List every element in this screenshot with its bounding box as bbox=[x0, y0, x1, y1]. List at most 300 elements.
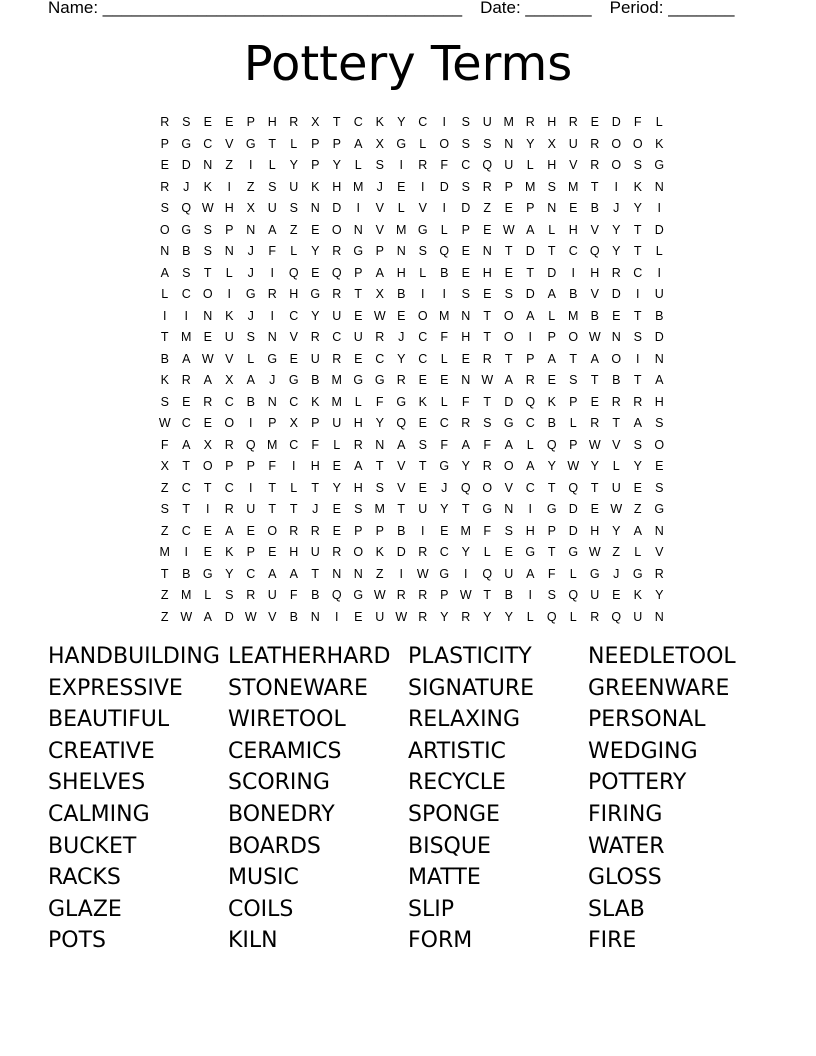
grid-letter[interactable]: L bbox=[354, 394, 362, 409]
grid-letter[interactable]: G bbox=[654, 158, 665, 172]
grid-letter[interactable]: V bbox=[569, 158, 578, 172]
grid-letter[interactable]: A bbox=[504, 373, 513, 387]
grid-letter[interactable]: A bbox=[268, 222, 277, 237]
grid-letter[interactable]: T bbox=[547, 545, 556, 559]
grid-letter[interactable]: D bbox=[504, 394, 514, 409]
grid-letter[interactable]: S bbox=[461, 136, 470, 151]
grid-letter[interactable]: D bbox=[547, 265, 557, 280]
grid-letter[interactable]: U bbox=[633, 609, 643, 624]
grid-letter[interactable]: E bbox=[440, 523, 449, 538]
grid-letter[interactable]: P bbox=[246, 545, 255, 559]
grid-letter[interactable]: L bbox=[268, 158, 276, 172]
grid-letter[interactable]: P bbox=[225, 222, 234, 237]
grid-letter[interactable]: V bbox=[375, 201, 384, 215]
grid-letter[interactable]: E bbox=[268, 545, 277, 559]
grid-letter[interactable]: A bbox=[590, 351, 599, 366]
grid-letter[interactable]: M bbox=[568, 308, 579, 323]
grid-letter[interactable]: S bbox=[203, 244, 212, 258]
grid-letter[interactable]: D bbox=[525, 287, 535, 301]
grid-letter[interactable]: X bbox=[203, 437, 212, 452]
grid-letter[interactable]: L bbox=[161, 287, 169, 301]
grid-letter[interactable]: I bbox=[249, 416, 253, 430]
grid-letter[interactable]: T bbox=[590, 179, 599, 194]
grid-letter[interactable]: S bbox=[461, 115, 470, 129]
grid-letter[interactable]: E bbox=[633, 480, 642, 495]
grid-letter[interactable]: X bbox=[225, 373, 234, 387]
grid-letter[interactable]: N bbox=[611, 330, 621, 344]
grid-letter[interactable]: E bbox=[461, 351, 470, 366]
grid-letter[interactable]: Y bbox=[590, 459, 599, 473]
grid-letter[interactable]: J bbox=[269, 373, 276, 387]
grid-letter[interactable]: I bbox=[399, 158, 403, 172]
grid-letter[interactable]: P bbox=[311, 416, 320, 430]
grid-letter[interactable]: F bbox=[289, 588, 298, 602]
grid-letter[interactable]: T bbox=[483, 330, 492, 344]
grid-letter[interactable]: M bbox=[331, 394, 342, 409]
grid-letter[interactable]: Q bbox=[396, 416, 407, 430]
grid-letter[interactable]: L bbox=[440, 394, 448, 409]
grid-letter[interactable]: K bbox=[418, 394, 427, 409]
grid-letter[interactable]: V bbox=[397, 480, 406, 495]
grid-letter[interactable]: S bbox=[354, 502, 363, 516]
grid-letter[interactable]: Z bbox=[633, 502, 642, 516]
grid-letter[interactable]: N bbox=[203, 308, 213, 323]
grid-letter[interactable]: M bbox=[396, 222, 407, 237]
grid-letter[interactable]: D bbox=[611, 287, 621, 301]
grid-letter[interactable]: B bbox=[182, 244, 191, 258]
grid-letter[interactable]: N bbox=[332, 566, 342, 581]
grid-letter[interactable]: P bbox=[354, 265, 363, 280]
grid-letter[interactable]: Q bbox=[439, 244, 450, 258]
grid-letter[interactable]: S bbox=[547, 588, 556, 602]
grid-letter[interactable]: F bbox=[483, 437, 492, 452]
grid-letter[interactable]: A bbox=[268, 566, 277, 581]
grid-letter[interactable]: C bbox=[289, 394, 299, 409]
grid-letter[interactable]: N bbox=[482, 244, 492, 258]
grid-letter[interactable]: S bbox=[418, 437, 427, 452]
grid-letter[interactable]: I bbox=[614, 179, 618, 194]
grid-letter[interactable]: I bbox=[270, 265, 274, 280]
grid-letter[interactable]: L bbox=[483, 545, 491, 559]
grid-letter[interactable]: P bbox=[569, 437, 578, 452]
grid-letter[interactable]: S bbox=[483, 136, 492, 151]
grid-letter[interactable]: S bbox=[569, 373, 578, 387]
grid-letter[interactable]: W bbox=[588, 330, 601, 344]
grid-letter[interactable]: S bbox=[375, 158, 384, 172]
grid-letter[interactable]: G bbox=[288, 373, 299, 387]
grid-letter[interactable]: A bbox=[526, 459, 535, 473]
grid-letter[interactable]: E bbox=[655, 459, 664, 473]
grid-letter[interactable]: L bbox=[612, 459, 620, 473]
grid-letter[interactable]: N bbox=[461, 308, 471, 323]
grid-letter[interactable]: Z bbox=[160, 523, 169, 538]
grid-letter[interactable]: A bbox=[397, 437, 406, 452]
grid-letter[interactable]: P bbox=[504, 179, 513, 194]
grid-letter[interactable]: F bbox=[160, 437, 169, 452]
grid-letter[interactable]: T bbox=[160, 330, 169, 344]
grid-letter[interactable]: S bbox=[160, 502, 169, 516]
grid-letter[interactable]: T bbox=[311, 480, 320, 495]
grid-letter[interactable]: S bbox=[160, 201, 169, 215]
grid-letter[interactable]: S bbox=[655, 416, 664, 430]
grid-letter[interactable]: R bbox=[332, 545, 342, 559]
grid-letter[interactable]: E bbox=[440, 373, 449, 387]
grid-letter[interactable]: C bbox=[375, 351, 385, 366]
grid-letter[interactable]: C bbox=[181, 523, 191, 538]
grid-letter[interactable]: T bbox=[633, 373, 642, 387]
grid-letter[interactable]: F bbox=[483, 523, 492, 538]
grid-letter[interactable]: N bbox=[547, 201, 557, 215]
grid-letter[interactable]: R bbox=[461, 609, 471, 624]
grid-letter[interactable]: Z bbox=[160, 588, 169, 602]
grid-letter[interactable]: A bbox=[354, 136, 363, 151]
grid-letter[interactable]: V bbox=[289, 330, 298, 344]
grid-letter[interactable]: C bbox=[332, 330, 342, 344]
grid-letter[interactable]: C bbox=[418, 351, 428, 366]
grid-letter[interactable]: T bbox=[612, 416, 621, 430]
grid-letter[interactable]: E bbox=[547, 373, 556, 387]
grid-letter[interactable]: C bbox=[181, 480, 191, 495]
grid-letter[interactable]: Y bbox=[375, 416, 384, 430]
grid-letter[interactable]: Q bbox=[546, 437, 557, 452]
grid-letter[interactable]: T bbox=[483, 588, 492, 602]
grid-letter[interactable]: H bbox=[289, 545, 299, 559]
grid-letter[interactable]: H bbox=[461, 330, 471, 344]
grid-letter[interactable]: U bbox=[246, 502, 256, 516]
grid-letter[interactable]: U bbox=[224, 330, 234, 344]
grid-letter[interactable]: Y bbox=[440, 609, 449, 624]
grid-letter[interactable]: B bbox=[440, 265, 449, 280]
grid-letter[interactable]: U bbox=[504, 158, 514, 172]
grid-letter[interactable]: D bbox=[181, 158, 191, 172]
grid-letter[interactable]: U bbox=[590, 588, 600, 602]
grid-letter[interactable]: R bbox=[611, 265, 621, 280]
grid-letter[interactable]: X bbox=[311, 115, 320, 129]
grid-letter[interactable]: S bbox=[461, 179, 470, 194]
grid-letter[interactable]: Z bbox=[225, 158, 234, 172]
grid-letter[interactable]: C bbox=[439, 416, 449, 430]
grid-letter[interactable]: D bbox=[461, 201, 471, 215]
date-field[interactable]: Date: _______ bbox=[480, 0, 592, 17]
grid-letter[interactable]: L bbox=[569, 566, 577, 581]
grid-letter[interactable]: R bbox=[332, 244, 342, 258]
grid-letter[interactable]: O bbox=[353, 545, 364, 559]
grid-letter[interactable]: E bbox=[483, 287, 492, 301]
grid-letter[interactable]: C bbox=[289, 437, 299, 452]
grid-letter[interactable]: R bbox=[654, 566, 664, 581]
grid-letter[interactable]: W bbox=[244, 609, 257, 624]
grid-letter[interactable]: P bbox=[246, 459, 255, 473]
grid-letter[interactable]: R bbox=[224, 437, 234, 452]
grid-letter[interactable]: H bbox=[396, 265, 406, 280]
grid-letter[interactable]: B bbox=[397, 287, 406, 301]
grid-letter[interactable]: J bbox=[376, 179, 383, 194]
grid-letter[interactable]: L bbox=[548, 308, 556, 323]
grid-letter[interactable]: T bbox=[633, 308, 642, 323]
grid-letter[interactable]: G bbox=[546, 502, 557, 516]
grid-letter[interactable]: B bbox=[590, 308, 599, 323]
grid-letter[interactable]: Q bbox=[460, 480, 471, 495]
grid-letter[interactable]: M bbox=[439, 308, 450, 323]
grid-letter[interactable]: J bbox=[247, 244, 254, 258]
grid-letter[interactable]: S bbox=[182, 265, 191, 280]
grid-letter[interactable]: G bbox=[181, 136, 192, 151]
grid-letter[interactable]: T bbox=[182, 502, 191, 516]
grid-letter[interactable]: C bbox=[525, 480, 535, 495]
grid-letter[interactable]: P bbox=[569, 394, 578, 409]
grid-letter[interactable]: Y bbox=[633, 201, 642, 215]
grid-letter[interactable]: T bbox=[418, 459, 427, 473]
grid-letter[interactable]: V bbox=[504, 480, 513, 495]
grid-letter[interactable]: O bbox=[224, 416, 235, 430]
grid-letter[interactable]: K bbox=[225, 545, 234, 559]
grid-letter[interactable]: T bbox=[483, 394, 492, 409]
grid-letter[interactable]: R bbox=[203, 394, 213, 409]
grid-letter[interactable]: T bbox=[397, 502, 406, 516]
grid-letter[interactable]: G bbox=[439, 566, 450, 581]
grid-letter[interactable]: F bbox=[633, 115, 642, 129]
grid-letter[interactable]: V bbox=[590, 222, 599, 237]
grid-letter[interactable]: A bbox=[547, 287, 556, 301]
grid-letter[interactable]: T bbox=[311, 566, 320, 581]
grid-letter[interactable]: E bbox=[590, 502, 599, 516]
grid-letter[interactable]: O bbox=[654, 437, 665, 452]
grid-letter[interactable]: L bbox=[290, 136, 298, 151]
grid-letter[interactable]: O bbox=[202, 459, 213, 473]
grid-letter[interactable]: S bbox=[633, 158, 642, 172]
grid-letter[interactable]: V bbox=[397, 459, 406, 473]
grid-letter[interactable]: E bbox=[461, 244, 470, 258]
grid-letter[interactable]: A bbox=[504, 437, 513, 452]
grid-letter[interactable]: C bbox=[181, 416, 191, 430]
grid-letter[interactable]: P bbox=[440, 588, 449, 602]
grid-letter[interactable]: J bbox=[613, 566, 620, 581]
grid-letter[interactable]: W bbox=[373, 588, 386, 602]
grid-letter[interactable]: U bbox=[504, 566, 514, 581]
grid-letter[interactable]: R bbox=[461, 416, 471, 430]
grid-letter[interactable]: U bbox=[310, 351, 320, 366]
grid-letter[interactable]: E bbox=[504, 201, 513, 215]
grid-letter[interactable]: R bbox=[396, 373, 406, 387]
grid-letter[interactable]: E bbox=[311, 222, 320, 237]
grid-letter[interactable]: W bbox=[373, 308, 386, 323]
grid-letter[interactable]: L bbox=[397, 201, 405, 215]
grid-letter[interactable]: M bbox=[460, 523, 471, 538]
grid-letter[interactable]: W bbox=[588, 545, 601, 559]
grid-letter[interactable]: T bbox=[461, 502, 470, 516]
grid-letter[interactable]: Q bbox=[245, 437, 256, 452]
grid-letter[interactable]: X bbox=[547, 136, 556, 151]
grid-letter[interactable]: R bbox=[289, 115, 299, 129]
grid-letter[interactable]: H bbox=[590, 265, 600, 280]
grid-letter[interactable]: N bbox=[654, 351, 664, 366]
grid-letter[interactable]: G bbox=[245, 287, 256, 301]
grid-letter[interactable]: C bbox=[418, 115, 428, 129]
grid-letter[interactable]: Y bbox=[461, 459, 470, 473]
grid-letter[interactable]: I bbox=[442, 287, 446, 301]
grid-letter[interactable]: K bbox=[655, 136, 664, 151]
grid-letter[interactable]: R bbox=[418, 158, 428, 172]
grid-letter[interactable]: M bbox=[181, 330, 192, 344]
grid-letter[interactable]: S bbox=[203, 222, 212, 237]
grid-letter[interactable]: M bbox=[503, 115, 514, 129]
grid-letter[interactable]: F bbox=[440, 158, 449, 172]
grid-letter[interactable]: U bbox=[654, 287, 664, 301]
grid-letter[interactable]: U bbox=[267, 588, 277, 602]
grid-letter[interactable]: E bbox=[418, 373, 427, 387]
grid-letter[interactable]: P bbox=[461, 222, 470, 237]
grid-letter[interactable]: L bbox=[333, 437, 341, 452]
grid-letter[interactable]: P bbox=[311, 158, 320, 172]
grid-letter[interactable]: R bbox=[611, 394, 621, 409]
grid-letter[interactable]: Q bbox=[482, 566, 493, 581]
grid-letter[interactable]: E bbox=[418, 480, 427, 495]
grid-letter[interactable]: F bbox=[268, 459, 277, 473]
grid-letter[interactable]: K bbox=[547, 394, 556, 409]
grid-letter[interactable]: S bbox=[461, 287, 470, 301]
grid-letter[interactable]: D bbox=[568, 523, 578, 538]
grid-letter[interactable]: I bbox=[399, 566, 403, 581]
word-search-grid[interactable] bbox=[154, 112, 670, 628]
grid-letter[interactable]: I bbox=[184, 308, 188, 323]
grid-letter[interactable]: E bbox=[354, 308, 363, 323]
grid-letter[interactable]: A bbox=[182, 437, 191, 452]
grid-letter[interactable]: W bbox=[588, 437, 601, 452]
grid-letter[interactable]: D bbox=[525, 244, 535, 258]
grid-letter[interactable]: M bbox=[568, 179, 579, 194]
grid-letter[interactable]: Z bbox=[160, 609, 169, 624]
grid-letter[interactable]: P bbox=[311, 136, 320, 151]
grid-letter[interactable]: M bbox=[374, 502, 385, 516]
grid-letter[interactable]: I bbox=[657, 201, 661, 215]
grid-letter[interactable]: T bbox=[354, 287, 363, 301]
grid-letter[interactable]: R bbox=[289, 523, 299, 538]
grid-letter[interactable]: E bbox=[590, 115, 599, 129]
grid-letter[interactable]: F bbox=[311, 437, 320, 452]
grid-letter[interactable]: O bbox=[159, 222, 170, 237]
grid-letter[interactable]: G bbox=[589, 566, 600, 581]
grid-letter[interactable]: V bbox=[612, 437, 621, 452]
grid-letter[interactable]: D bbox=[568, 502, 578, 516]
grid-letter[interactable]: Y bbox=[526, 136, 535, 151]
grid-letter[interactable]: L bbox=[419, 265, 427, 280]
grid-letter[interactable]: N bbox=[504, 502, 514, 516]
grid-letter[interactable]: L bbox=[569, 609, 577, 624]
grid-letter[interactable]: Y bbox=[633, 459, 642, 473]
grid-letter[interactable]: Y bbox=[483, 609, 492, 624]
grid-letter[interactable]: I bbox=[356, 201, 360, 215]
grid-letter[interactable]: M bbox=[525, 179, 536, 194]
grid-letter[interactable]: P bbox=[268, 416, 277, 430]
grid-letter[interactable]: I bbox=[163, 308, 167, 323]
grid-letter[interactable]: W bbox=[481, 373, 494, 387]
grid-letter[interactable]: C bbox=[203, 136, 213, 151]
grid-letter[interactable]: A bbox=[354, 459, 363, 473]
grid-letter[interactable]: T bbox=[569, 351, 578, 366]
grid-letter[interactable]: T bbox=[332, 115, 341, 129]
grid-letter[interactable]: Q bbox=[568, 588, 579, 602]
grid-letter[interactable]: R bbox=[482, 459, 492, 473]
grid-letter[interactable]: U bbox=[482, 115, 492, 129]
grid-letter[interactable]: W bbox=[502, 222, 515, 237]
grid-letter[interactable]: R bbox=[246, 588, 256, 602]
grid-letter[interactable]: G bbox=[632, 566, 643, 581]
grid-letter[interactable]: D bbox=[654, 330, 664, 344]
grid-letter[interactable]: B bbox=[655, 308, 664, 323]
grid-letter[interactable]: P bbox=[375, 244, 384, 258]
grid-letter[interactable]: U bbox=[289, 179, 299, 194]
grid-letter[interactable]: L bbox=[290, 480, 298, 495]
grid-letter[interactable]: R bbox=[590, 158, 600, 172]
grid-letter[interactable]: O bbox=[611, 136, 622, 151]
grid-letter[interactable]: G bbox=[374, 373, 385, 387]
grid-letter[interactable]: A bbox=[160, 265, 169, 280]
grid-letter[interactable]: L bbox=[526, 437, 534, 452]
grid-letter[interactable]: W bbox=[201, 351, 214, 366]
grid-letter[interactable]: N bbox=[310, 201, 320, 215]
grid-letter[interactable]: R bbox=[482, 351, 492, 366]
grid-letter[interactable]: P bbox=[354, 523, 363, 538]
grid-letter[interactable]: K bbox=[311, 394, 320, 409]
grid-letter[interactable]: Y bbox=[397, 351, 406, 366]
grid-letter[interactable]: Y bbox=[612, 523, 621, 538]
grid-letter[interactable]: Z bbox=[612, 545, 621, 559]
grid-letter[interactable]: D bbox=[224, 609, 234, 624]
grid-letter[interactable]: S bbox=[418, 244, 427, 258]
grid-letter[interactable]: D bbox=[396, 545, 406, 559]
grid-letter[interactable]: R bbox=[332, 351, 342, 366]
grid-letter[interactable]: U bbox=[375, 609, 385, 624]
grid-letter[interactable]: E bbox=[203, 545, 212, 559]
grid-letter[interactable]: E bbox=[225, 115, 234, 129]
grid-letter[interactable]: H bbox=[547, 115, 557, 129]
grid-letter[interactable]: Q bbox=[611, 609, 622, 624]
grid-letter[interactable]: G bbox=[525, 545, 536, 559]
grid-letter[interactable]: Y bbox=[440, 502, 449, 516]
grid-letter[interactable]: V bbox=[418, 201, 427, 215]
grid-letter[interactable]: L bbox=[440, 351, 448, 366]
grid-letter[interactable]: R bbox=[590, 416, 600, 430]
grid-letter[interactable]: E bbox=[483, 222, 492, 237]
grid-letter[interactable]: Q bbox=[482, 158, 493, 172]
grid-letter[interactable]: J bbox=[441, 480, 448, 495]
grid-letter[interactable]: W bbox=[201, 201, 214, 215]
grid-letter[interactable]: B bbox=[547, 416, 556, 430]
grid-letter[interactable]: A bbox=[655, 373, 664, 387]
grid-letter[interactable]: T bbox=[160, 566, 169, 581]
grid-letter[interactable]: H bbox=[568, 222, 578, 237]
grid-letter[interactable]: S bbox=[655, 480, 664, 495]
grid-letter[interactable]: G bbox=[353, 588, 364, 602]
grid-letter[interactable]: L bbox=[419, 136, 427, 151]
grid-letter[interactable]: I bbox=[442, 201, 446, 215]
grid-letter[interactable]: B bbox=[504, 588, 513, 602]
grid-letter[interactable]: U bbox=[353, 330, 363, 344]
grid-letter[interactable]: K bbox=[375, 545, 384, 559]
grid-letter[interactable]: T bbox=[633, 244, 642, 258]
grid-letter[interactable]: L bbox=[655, 244, 663, 258]
grid-letter[interactable]: W bbox=[567, 459, 580, 473]
grid-letter[interactable]: N bbox=[654, 609, 664, 624]
grid-letter[interactable]: N bbox=[267, 394, 277, 409]
grid-letter[interactable]: C bbox=[224, 394, 234, 409]
grid-letter[interactable]: F bbox=[375, 394, 384, 409]
grid-letter[interactable]: G bbox=[202, 566, 213, 581]
grid-letter[interactable]: R bbox=[590, 136, 600, 151]
grid-letter[interactable]: J bbox=[613, 201, 620, 215]
grid-letter[interactable]: C bbox=[353, 115, 363, 129]
grid-letter[interactable]: M bbox=[181, 588, 192, 602]
